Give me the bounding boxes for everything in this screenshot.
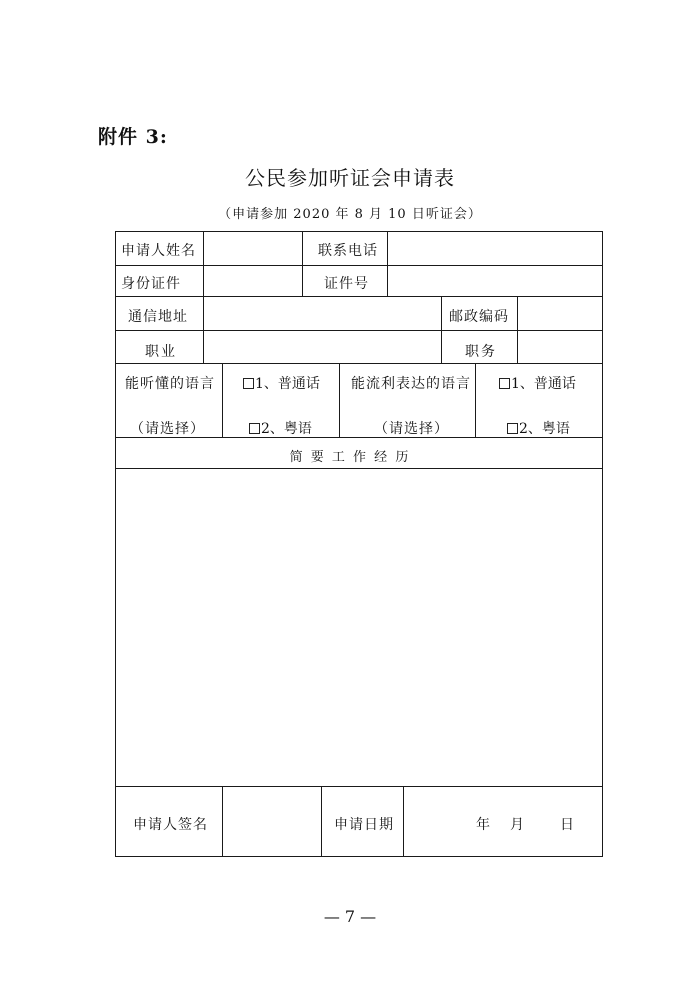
- applicant-name-field[interactable]: [206, 235, 300, 263]
- id-number-label: 证件号: [324, 276, 369, 292]
- form-subtitle: （申请参加 2020 年 8 月 10 日听证会）: [218, 207, 482, 222]
- work-history-textarea[interactable]: [116, 469, 606, 789]
- position-label: 职务: [465, 344, 497, 360]
- signature-field[interactable]: [225, 790, 319, 854]
- col-divider: [222, 786, 223, 856]
- col-divider: [203, 296, 204, 363]
- applicant-name-label: 申请人姓名: [121, 243, 196, 259]
- fluent-language-hint: （请选择）: [374, 421, 449, 437]
- row-divider: [115, 265, 603, 266]
- date-year-label: 年: [476, 817, 490, 833]
- id-type-label: 身份证件: [121, 276, 181, 292]
- checkbox-icon[interactable]: [249, 423, 260, 434]
- option-label: 1、普通话: [511, 376, 576, 392]
- checkbox-icon[interactable]: [507, 423, 518, 434]
- col-divider: [203, 231, 204, 296]
- apply-date-label: 申请日期: [334, 817, 394, 833]
- work-history-heading: 简 要 工 作 经 历: [289, 450, 411, 465]
- contact-phone-field[interactable]: [390, 235, 600, 263]
- understand-mandarin-option[interactable]: [243, 373, 320, 393]
- row-divider: [115, 296, 603, 297]
- occupation-field[interactable]: [206, 333, 439, 361]
- address-field[interactable]: [206, 299, 439, 328]
- checkbox-icon[interactable]: [243, 378, 254, 389]
- row-divider: [115, 363, 603, 364]
- fluent-language-label: 能流利表达的语言: [351, 376, 471, 392]
- understand-language-label: 能听懂的语言: [125, 376, 215, 392]
- form-title: 公民参加听证会申请表: [245, 166, 455, 190]
- contact-phone-label: 联系电话: [318, 243, 378, 259]
- option-label: 2、粤语: [261, 421, 312, 437]
- col-divider: [441, 296, 442, 363]
- col-divider: [302, 231, 303, 296]
- table-border-top: [115, 231, 603, 232]
- col-divider: [339, 363, 340, 437]
- option-label: 2、粤语: [519, 421, 570, 437]
- option-label: 1、普通话: [255, 376, 320, 392]
- id-number-field[interactable]: [390, 268, 600, 294]
- col-divider: [387, 231, 388, 296]
- col-divider: [475, 363, 476, 437]
- attachment-label: 附件 3:: [98, 126, 168, 148]
- fluent-mandarin-option[interactable]: [499, 373, 576, 393]
- signature-label: 申请人签名: [133, 817, 208, 833]
- table-border-bottom: [115, 856, 603, 857]
- page-number: — 7 —: [323, 907, 377, 926]
- understand-cantonese-option[interactable]: [249, 418, 312, 438]
- col-divider: [222, 363, 223, 437]
- postal-code-label: 邮政编码: [449, 309, 509, 325]
- col-divider: [403, 786, 404, 856]
- occupation-label: 职业: [145, 344, 177, 360]
- date-month-label: 月: [510, 817, 524, 833]
- position-field[interactable]: [520, 333, 600, 361]
- col-divider: [517, 296, 518, 363]
- checkbox-icon[interactable]: [499, 378, 510, 389]
- row-divider: [115, 330, 603, 331]
- col-divider: [321, 786, 322, 856]
- postal-code-field[interactable]: [520, 299, 600, 328]
- address-label: 通信地址: [128, 309, 188, 325]
- date-day-label: 日: [560, 817, 574, 833]
- id-type-field[interactable]: [206, 268, 300, 294]
- understand-language-hint: （请选择）: [130, 421, 205, 437]
- fluent-cantonese-option[interactable]: [507, 418, 570, 438]
